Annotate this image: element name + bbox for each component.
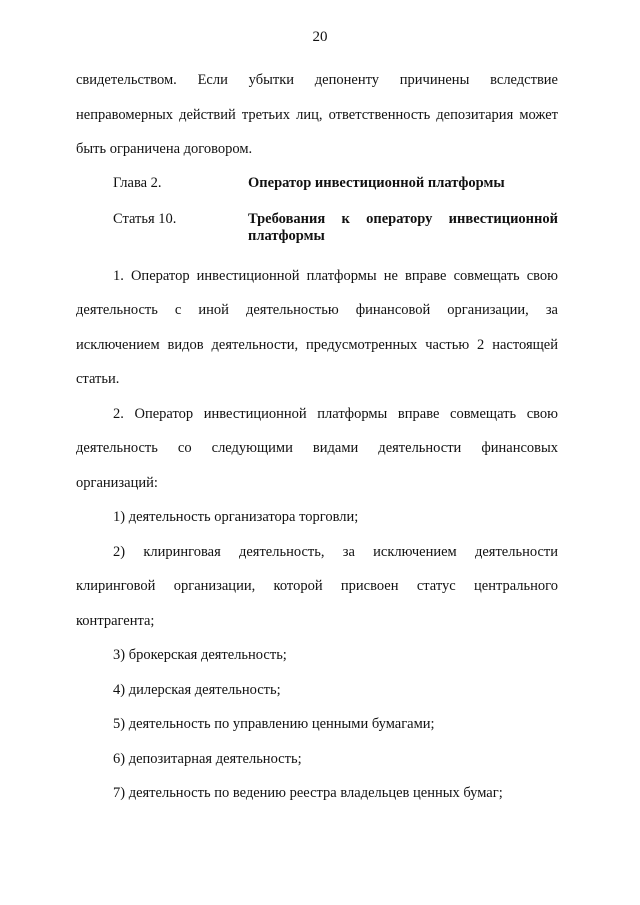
list-item: 7) деятельность по ведению реестра владельцев ценных бумаг; [113, 785, 503, 801]
article-heading [76, 211, 558, 245]
list-item: 4) дилерская деятельность; [113, 681, 281, 698]
paragraph-1: 1. Оператор инвестиционной платформы не вправе совмещать свою деятельность с иной деятельностью финансовой организации, за исключением видов деятельности, предусмотренных частью 2 настоящей статьи. [76, 267, 558, 387]
paragraph-2: 2. Оператор инвестиционной платформы вправе совмещать свою деятельность со следующими видами деятельности финансовых организаций: [76, 405, 558, 491]
list-item: 3) брокерская деятельность; [113, 647, 287, 663]
page-number: 20 [312, 29, 328, 45]
article-label: Статья 10. [113, 210, 177, 227]
paragraph-continuation: свидетельством. Если убытки депоненту причинены вследствие неправомерных действий третьих лиц, ответственность депозитария может быть ограничена договором. [76, 72, 558, 157]
chapter-title: Оператор инвестиционной платформы [248, 174, 505, 191]
chapter-label: Глава 2. [113, 174, 162, 191]
list-item: 5) деятельность по управлению ценными бумагами; [113, 716, 435, 732]
article-title: Требования к оператору инвестиционной платформы [248, 210, 558, 244]
list-item: 6) депозитарная деятельность; [113, 750, 302, 767]
list-item: 1) деятельность организатора торговли; [113, 509, 359, 525]
chapter-heading [76, 175, 558, 192]
document-body [76, 63, 558, 811]
list-item: 2) клиринговая деятельность, за исключением деятельности клиринговой организации, которой присвоен статус центрального контрагента; [76, 543, 558, 629]
